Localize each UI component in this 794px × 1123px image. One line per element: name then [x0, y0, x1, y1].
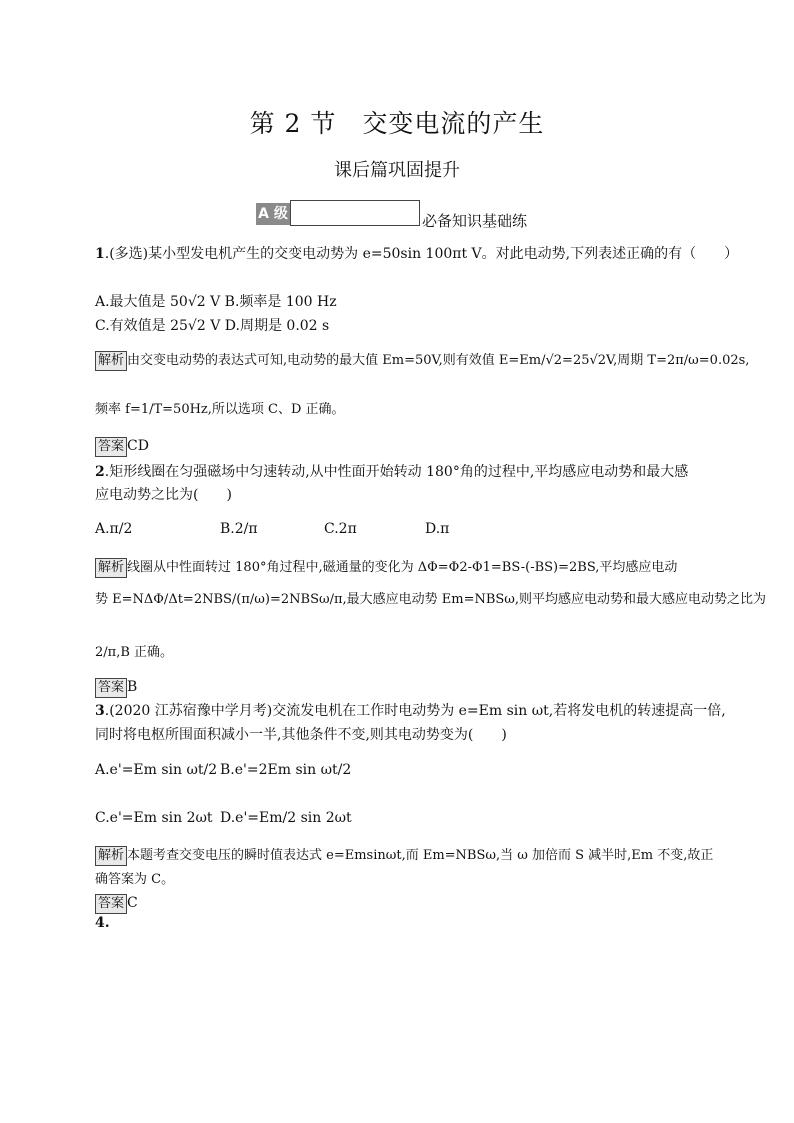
level-label: 必备知识基础练 [422, 212, 528, 230]
question-3-analysis [95, 844, 713, 866]
option-c: C.e'=Em sin 2ωt [95, 810, 213, 826]
question-2-stem-line2: 应电动势之比为( ) [95, 487, 232, 503]
option-c: C.2π [324, 521, 357, 537]
question-2-analysis-line3: 2/π,B 正确。 [95, 645, 174, 660]
analysis-text: 由交变电动势的表达式可知,电动势的最大值 Em=50V,则有效值 E=Em/√2=25√2V,周期 T=2π/ω=0.02s, [127, 353, 750, 368]
analysis-tag: 解析 [95, 558, 127, 578]
option-d: D.π [425, 521, 450, 537]
question-1-options-row1 [95, 291, 337, 311]
question-1-options-row2 [95, 315, 329, 335]
option-d: D.e'=Em/2 sin 2ωt [220, 810, 352, 826]
answer-value: CD [127, 438, 149, 454]
answer-tag: 答案 [95, 894, 127, 914]
question-1-analysis [95, 349, 749, 371]
question-2-analysis [95, 556, 677, 578]
question-1-stem [95, 243, 738, 263]
question-3-answer [95, 892, 138, 914]
analysis-text: 本题考查交变电压的瞬时值表达式 e=Emsinωt,而 Em=NBSω,当 ω 加倍而 S 减半时,Em 不变,故正 [127, 848, 714, 863]
analysis-tag: 解析 [95, 846, 127, 866]
analysis-text: 线圈从中性面转过 180°角过程中,磁通量的变化为 ΔΦ=Φ2-Φ1=BS-(-BS)=2BS,平均感应电动 [127, 560, 678, 575]
question-1-answer [95, 435, 149, 457]
level-badge: A 级 [256, 203, 290, 225]
page-subtitle: 课后篇巩固提升 [334, 160, 460, 181]
option-b: B.e'=2Em sin ωt/2 [220, 762, 352, 778]
question-text: .(2020 江苏宿豫中学月考)交流发电机在工作时电动势为 e=Em sin ωt,若将发电机的转速提高一倍, [104, 703, 726, 719]
option-a: A.最大值是 50√2 V [95, 294, 221, 310]
question-2-stem-line1 [95, 461, 688, 481]
question-number: 2 [95, 464, 105, 480]
question-2-analysis-line2: 势 E=NΔΦ/Δt=2NBS/(π/ω)=2NBSω/π,最大感应电动势 Em=NBSω,则平均感应电动势和最大感应电动势之比为 [95, 592, 767, 607]
option-b: B.频率是 100 Hz [224, 294, 337, 310]
option-a: A.e'=Em sin ωt/2 [95, 762, 218, 778]
question-4-number: 4. [95, 915, 110, 931]
option-a: A.π/2 [95, 521, 133, 537]
answer-tag: 答案 [95, 437, 127, 457]
option-c: C.有效值是 25√2 V [95, 318, 221, 334]
question-text: .矩形线圈在匀强磁场中匀速转动,从中性面开始转动 180°角的过程中,平均感应电动势和最大感 [104, 464, 689, 480]
question-1-analysis-cont: 频率 f=1/T=50Hz,所以选项 C、D 正确。 [95, 402, 345, 417]
question-3-stem-line1 [95, 700, 726, 720]
question-3-analysis-cont: 确答案为 C。 [95, 872, 175, 887]
option-d: D.周期是 0.02 s [224, 318, 330, 334]
level-blank-box [290, 200, 420, 226]
answer-value: C [127, 895, 138, 911]
question-3-stem-line2: 同时将电枢所围面积减小一半,其他条件不变,则其电动势变为( ) [95, 727, 507, 743]
answer-tag: 答案 [95, 678, 127, 698]
question-number: 1 [95, 246, 105, 262]
page-title: 第 2 节 交变电流的产生 [249, 109, 545, 138]
question-2-answer [95, 676, 137, 698]
analysis-tag: 解析 [95, 351, 127, 371]
question-text: .(多选)某小型发电机产生的交变电动势为 e=50sin 100πt V。对此电动势,下列表述正确的有（ ） [104, 246, 739, 262]
question-number: 3 [95, 703, 105, 719]
answer-value: B [127, 679, 138, 695]
option-b: B.2/π [220, 521, 258, 537]
